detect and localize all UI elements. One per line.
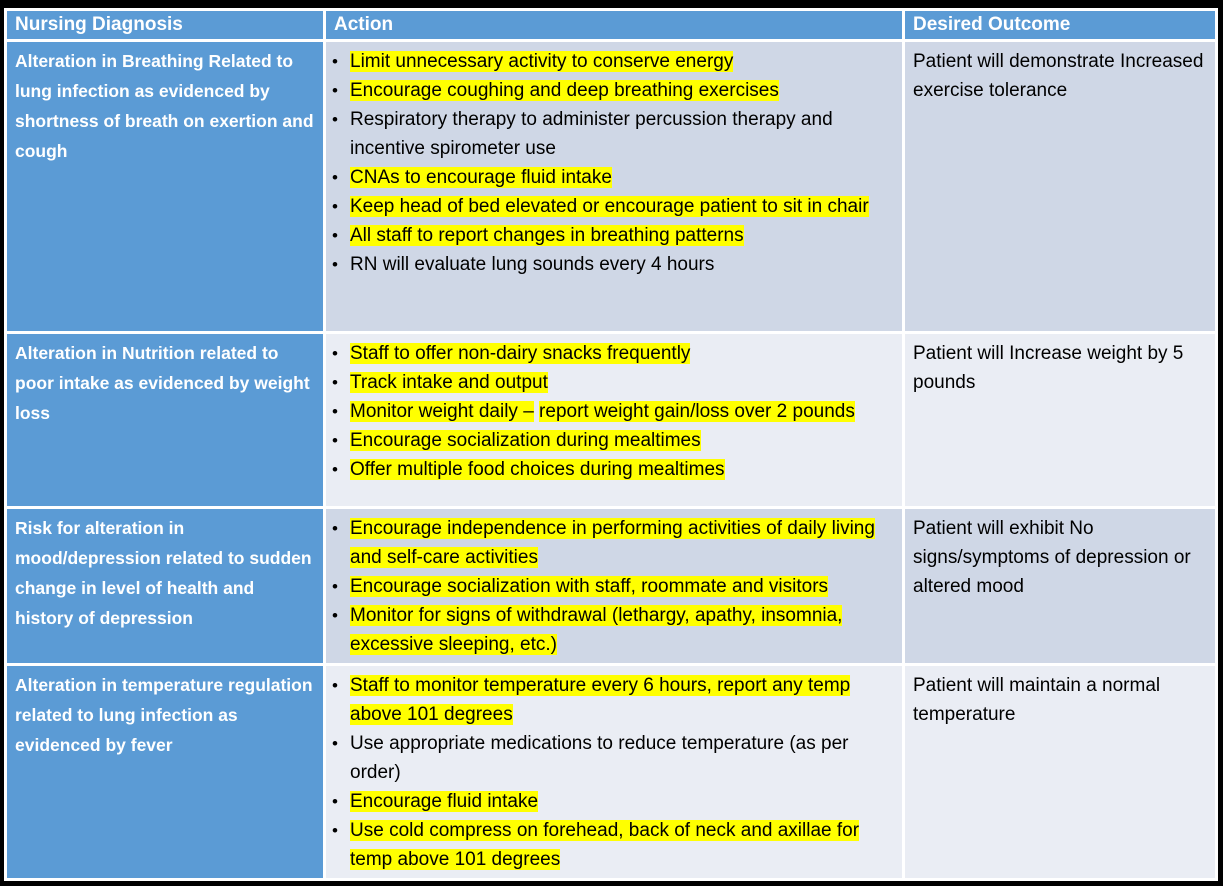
bullet-icon: •: [332, 81, 338, 100]
action-text-highlighted: Encourage coughing and deep breathing exercises: [350, 80, 779, 101]
bullet-icon: •: [332, 606, 338, 625]
action-text: [350, 816, 894, 874]
action-text-highlighted: report weight gain/loss over 2 pounds: [539, 401, 855, 422]
bullet-icon: •: [332, 255, 338, 274]
action-text-highlighted: Monitor weight daily –: [350, 401, 534, 422]
table-row: [7, 509, 1215, 663]
action-text: [350, 601, 894, 659]
action-text-highlighted: Encourage independence in performing activities of daily living and self-care activities: [350, 518, 875, 568]
outcome-cell: Patient will demonstrate Increased exercise tolerance: [905, 42, 1215, 331]
action-item: [332, 163, 894, 192]
action-text-highlighted: Limit unnecessary activity to conserve energy: [350, 51, 734, 72]
action-item: [332, 192, 894, 221]
action-text: [350, 192, 894, 221]
bullet-icon: •: [332, 460, 338, 479]
action-item: [332, 105, 894, 163]
action-cell: [326, 334, 902, 506]
action-text-highlighted: Staff to monitor temperature every 6 hours, report any temp above 101 degrees: [350, 675, 851, 725]
action-item: [332, 729, 894, 787]
action-text-highlighted: All staff to report changes in breathing patterns: [350, 225, 744, 246]
action-text: [350, 514, 894, 572]
action-text-plain: Respiratory therapy to administer percussion therapy and incentive spirometer use: [350, 109, 833, 159]
action-list: [332, 671, 894, 874]
column-header-desired-outcome: Desired Outcome: [905, 11, 1215, 39]
action-item: [332, 76, 894, 105]
action-cell: [326, 42, 902, 331]
action-text-highlighted: Keep head of bed elevated or encourage patient to sit in chair: [350, 196, 869, 217]
column-header-nursing-diagnosis: Nursing Diagnosis: [7, 11, 323, 39]
bullet-icon: •: [332, 431, 338, 450]
table-row: [7, 334, 1215, 506]
action-text: [350, 105, 894, 163]
action-text-highlighted: Encourage fluid intake: [350, 791, 539, 812]
diagnosis-cell: Alteration in Nutrition related to poor intake as evidenced by weight loss: [7, 334, 323, 506]
outcome-cell: Patient will maintain a normal temperature: [905, 666, 1215, 878]
bullet-icon: •: [332, 519, 338, 538]
action-item: [332, 671, 894, 729]
bullet-icon: •: [332, 821, 338, 840]
action-text: [350, 426, 894, 455]
action-list: [332, 47, 894, 279]
action-cell: [326, 509, 902, 663]
action-text: [350, 76, 894, 105]
bullet-icon: •: [332, 226, 338, 245]
action-text-highlighted: CNAs to encourage fluid intake: [350, 167, 612, 188]
action-text: [350, 221, 894, 250]
bullet-icon: •: [332, 110, 338, 129]
bullet-icon: •: [332, 577, 338, 596]
table-body: [7, 42, 1215, 878]
table-row: [7, 666, 1215, 878]
bullet-icon: •: [332, 402, 338, 421]
column-header-action: Action: [326, 11, 902, 39]
action-text: [350, 47, 894, 76]
action-text: [350, 250, 894, 279]
bullet-icon: •: [332, 373, 338, 392]
action-item: [332, 47, 894, 76]
action-text-plain: Use appropriate medications to reduce temperature (as per order): [350, 733, 849, 783]
header-row: [7, 11, 1215, 39]
action-text-highlighted: Monitor for signs of withdrawal (lethargy, apathy, insomnia, excessive sleeping, etc.): [350, 605, 843, 655]
action-item: [332, 816, 894, 874]
bullet-icon: •: [332, 676, 338, 695]
diagnosis-cell: Alteration in Breathing Related to lung infection as evidenced by shortness of breath on exertion and cough: [7, 42, 323, 331]
action-item: [332, 221, 894, 250]
care-plan-table: [4, 8, 1218, 881]
bullet-icon: •: [332, 197, 338, 216]
action-text-highlighted: Track intake and output: [350, 372, 548, 393]
bullet-icon: •: [332, 52, 338, 71]
diagnosis-cell: Alteration in temperature regulation related to lung infection as evidenced by fever: [7, 666, 323, 878]
action-text: [350, 787, 894, 816]
action-text: [350, 397, 894, 426]
action-item: [332, 572, 894, 601]
bullet-icon: •: [332, 344, 338, 363]
action-cell: [326, 666, 902, 878]
diagnosis-cell: Risk for alteration in mood/depression related to sudden change in level of health and history of depression: [7, 509, 323, 663]
action-item: [332, 787, 894, 816]
action-text: [350, 729, 894, 787]
action-text: [350, 671, 894, 729]
action-text: [350, 572, 894, 601]
action-item: [332, 514, 894, 572]
action-item: [332, 368, 894, 397]
action-text-plain: RN will evaluate lung sounds every 4 hours: [350, 254, 715, 275]
outcome-cell: Patient will exhibit No signs/symptoms of depression or altered mood: [905, 509, 1215, 663]
table-row: [7, 42, 1215, 331]
action-text: [350, 368, 894, 397]
bullet-icon: •: [332, 734, 338, 753]
outcome-cell: Patient will Increase weight by 5 pounds: [905, 334, 1215, 506]
action-text-highlighted: Offer multiple food choices during mealtimes: [350, 459, 725, 480]
action-item: [332, 426, 894, 455]
action-text: [350, 163, 894, 192]
action-item: [332, 601, 894, 659]
action-text: [350, 455, 894, 484]
bullet-icon: •: [332, 792, 338, 811]
action-list: [332, 514, 894, 659]
bullet-icon: •: [332, 168, 338, 187]
action-list: [332, 339, 894, 484]
action-text-highlighted: Encourage socialization with staff, roommate and visitors: [350, 576, 829, 597]
action-text-highlighted: Staff to offer non-dairy snacks frequently: [350, 343, 691, 364]
action-text-highlighted: Use cold compress on forehead, back of neck and axillae for temp above 101 degrees: [350, 820, 860, 870]
action-item: [332, 397, 894, 426]
action-item: [332, 339, 894, 368]
action-item: [332, 250, 894, 279]
action-text-highlighted: Encourage socialization during mealtimes: [350, 430, 701, 451]
action-item: [332, 455, 894, 484]
action-text: [350, 339, 894, 368]
